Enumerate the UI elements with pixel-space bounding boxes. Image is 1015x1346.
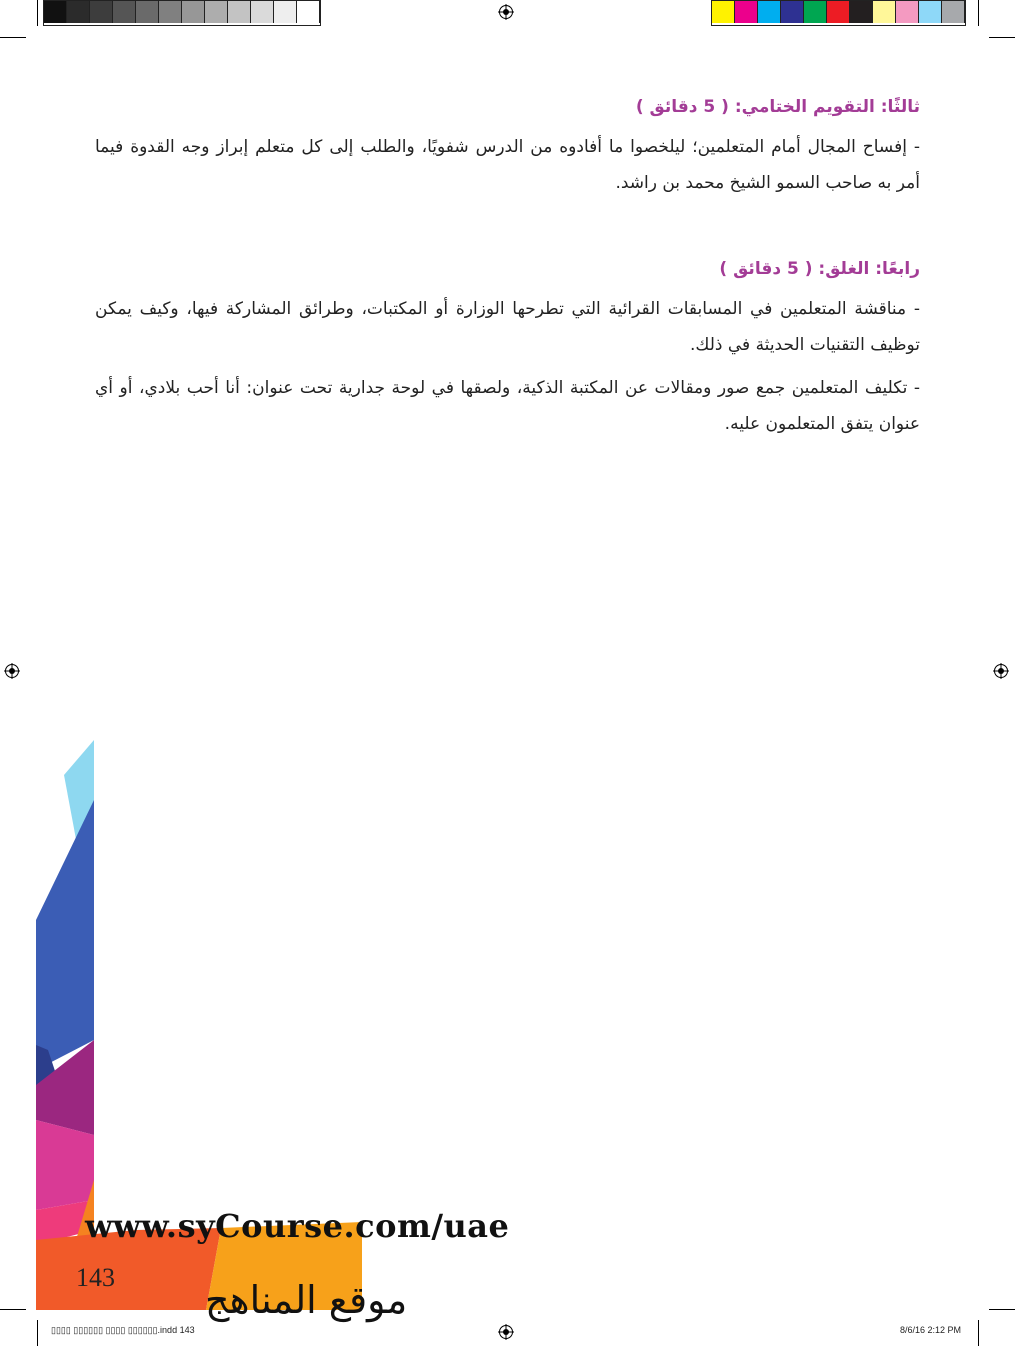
gray-swatch bbox=[205, 1, 228, 23]
color-swatch bbox=[781, 1, 804, 23]
page-number: 143 bbox=[76, 1263, 115, 1292]
color-swatch bbox=[850, 1, 873, 23]
color-swatch bbox=[735, 1, 758, 23]
gray-swatch bbox=[136, 1, 159, 23]
crop-mark bbox=[978, 0, 979, 26]
color-swatch bbox=[919, 1, 942, 23]
crop-mark bbox=[37, 1320, 38, 1346]
registration-mark-icon bbox=[993, 663, 1009, 679]
gray-swatch bbox=[90, 1, 113, 23]
crop-mark bbox=[0, 1309, 26, 1310]
gray-swatch bbox=[297, 1, 320, 23]
color-swatch bbox=[712, 1, 735, 23]
footer-url: www.syCourse.com/uae bbox=[85, 1207, 510, 1245]
section-title: رابعًا: الغلق: ( 5 دقائق ) bbox=[719, 259, 920, 279]
color-swatch bbox=[896, 1, 919, 23]
crop-mark bbox=[0, 37, 26, 38]
paragraph: - إفساح المجال أمام المتعلمين؛ ليلخصوا ما أفادوه من الدرس شفويًا، والطلب إلى كل متعلم إبراز وجه القدوة فيما أمر به صاحب السمو الشيخ محمد بن راشد. bbox=[95, 137, 920, 193]
crop-mark bbox=[978, 1320, 979, 1346]
gray-swatch bbox=[159, 1, 182, 23]
site-name: موقع المناهج bbox=[205, 1278, 408, 1322]
color-swatch bbox=[758, 1, 781, 23]
gray-swatch bbox=[113, 1, 136, 23]
crop-mark bbox=[37, 0, 38, 26]
slug-timestamp: 8/6/16 2:12 PM bbox=[900, 1325, 962, 1335]
gray-color-bar bbox=[43, 0, 321, 26]
process-color-bar bbox=[711, 0, 966, 26]
registration-mark-icon bbox=[4, 663, 20, 679]
gray-swatch bbox=[182, 1, 205, 23]
crop-mark bbox=[989, 37, 1015, 38]
gray-swatch bbox=[67, 1, 90, 23]
gray-swatch bbox=[44, 1, 67, 23]
gray-swatch bbox=[251, 1, 274, 23]
color-swatch bbox=[942, 1, 965, 23]
registration-mark-icon bbox=[498, 4, 514, 20]
paragraph: - مناقشة المتعلمين في المسابقات القرائية التي تطرحها الوزارة أو المكتبات، وطرائق المشاركة فيها، وكيف يمكن توظيف التقنيات الحديثة في ذلك. bbox=[95, 299, 920, 355]
color-swatch bbox=[804, 1, 827, 23]
section-title: ثالثًا: التقويم الختامي: ( 5 دقائق ) bbox=[635, 97, 920, 117]
crop-mark bbox=[989, 1309, 1015, 1310]
color-swatch bbox=[827, 1, 850, 23]
paragraph: - تكليف المتعلمين جمع صور ومقالات عن المكتبة الذكية، ولصقها في لوحة جدارية تحت عنوان: أنا أحب بلادي، أو أي عنوان يتفق المتعلمون عليه. bbox=[95, 378, 920, 434]
gray-swatch bbox=[274, 1, 297, 23]
slug-file-info: ▯▯▯▯ ▯▯▯▯▯▯ ▯▯▯▯ ▯▯▯▯▯▯.indd 143 bbox=[51, 1325, 195, 1335]
registration-mark-icon bbox=[498, 1324, 514, 1340]
gray-swatch bbox=[228, 1, 251, 23]
color-swatch bbox=[873, 1, 896, 23]
